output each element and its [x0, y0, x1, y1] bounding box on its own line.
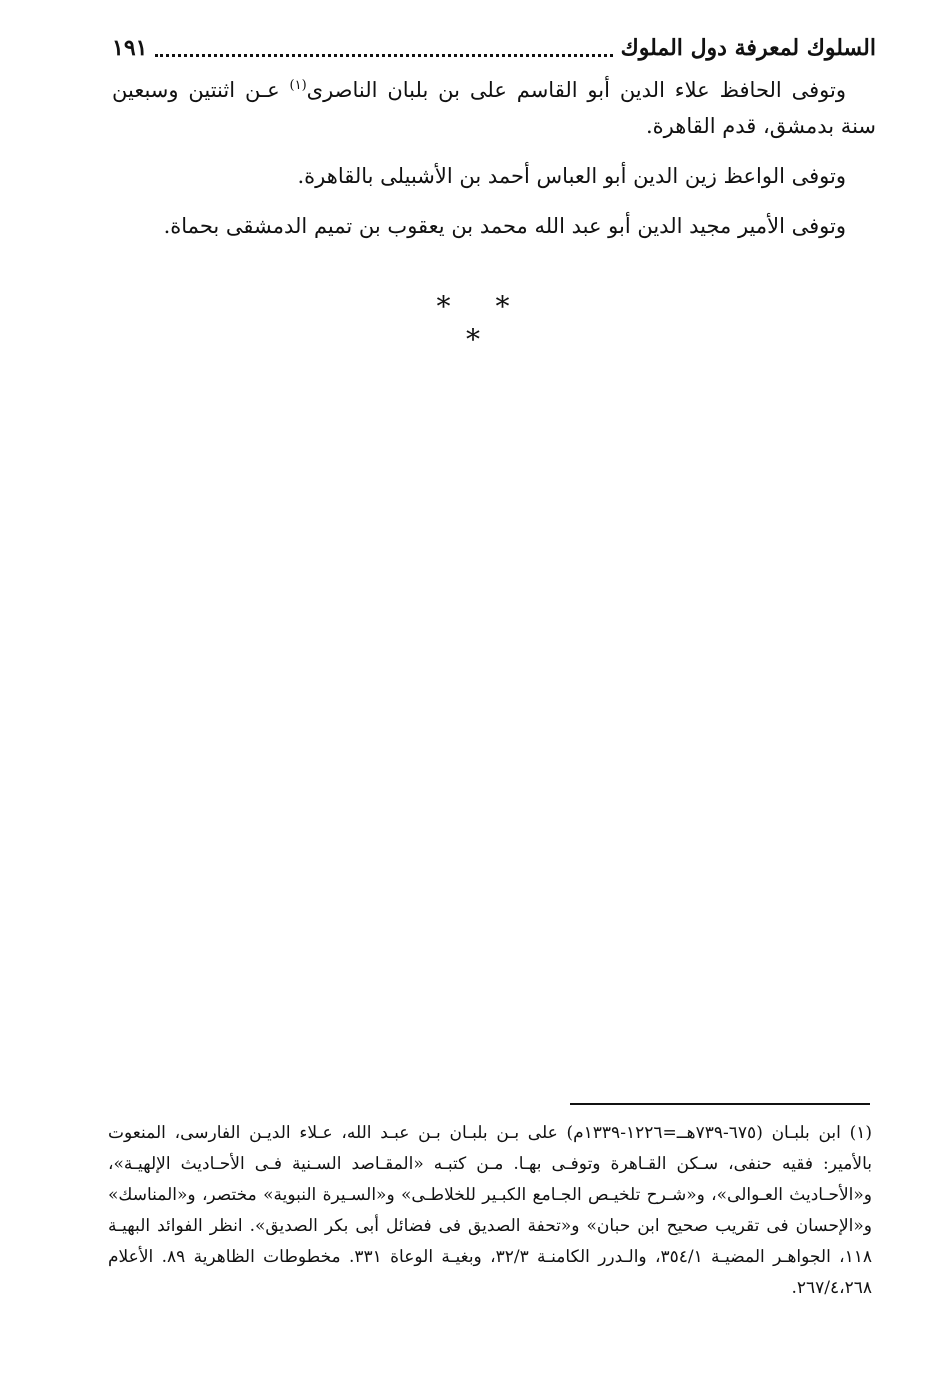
paragraph-death-ala-aldin	[112, 72, 876, 144]
paragraph-death-majid-aldin: وتوفى الأمير مجيد الدين أبو عبد الله محمد بن يعقوب بن تميم الدمشقى بحماة.	[163, 214, 846, 238]
page-number: ١٩١	[112, 35, 148, 61]
main-text	[112, 72, 876, 258]
footnotes	[108, 1118, 872, 1304]
paragraph-text: وتوفى الحافظ علاء الدين أبو القاسم على بن بلبان الناصرى	[306, 78, 846, 102]
running-header	[112, 28, 876, 68]
section-separator: * * *	[436, 290, 528, 356]
book-title: السلوك لمعرفة دول الملوك	[620, 35, 876, 61]
header-dot-leader	[155, 54, 612, 57]
footnote-divider	[570, 1103, 870, 1105]
paragraph-text-continued: عـن اثنتين وسبعين سنة بدمشق، قدم القاهرة.	[112, 78, 876, 138]
footnote-marker: (١)	[289, 78, 307, 93]
footnote-ibn-balban: (١) ابن بلبـان (٦٧٥-٧٣٩هــ=١٢٢٦-١٣٣٩م) على بـن بلبـان بـن عبـد الله، عـلاء الديـن الفارسى، المنعوت بالأمير: فقيه حنفى، سـكن القـاهرة وتوفـى بهـا. مـن كتبـه «المقـاصد السـنية فـى الأحـاديث الإلهيـة»، و«الأحـاديث العـوالى»، و«شـرح تلخيـص الجـامع الكبـير للخلاطـى» و«السـيرة النبوية» مختصر، و«المناسك» و«الإحسان فى تقريب صحيح ابن حبان» و«تحفة الصديق فى فضائل أبى بكر الصديق». انظر الفوائد البهيـة ١١٨، الجواهـر المضيـة ٣٥٤/١، والـدرر الكامنـة ٣٢/٣، وبغيـة الوعاة ٣٣١. مخطوطات الظاهرية ٨٩. الأعلام ٢٦٧/٤،٢٦٨.	[108, 1123, 873, 1298]
paragraph-death-zayn-aldin: وتوفى الواعظ زين الدين أبو العباس أحمد بن الأشبيلى بالقاهرة.	[297, 164, 846, 188]
